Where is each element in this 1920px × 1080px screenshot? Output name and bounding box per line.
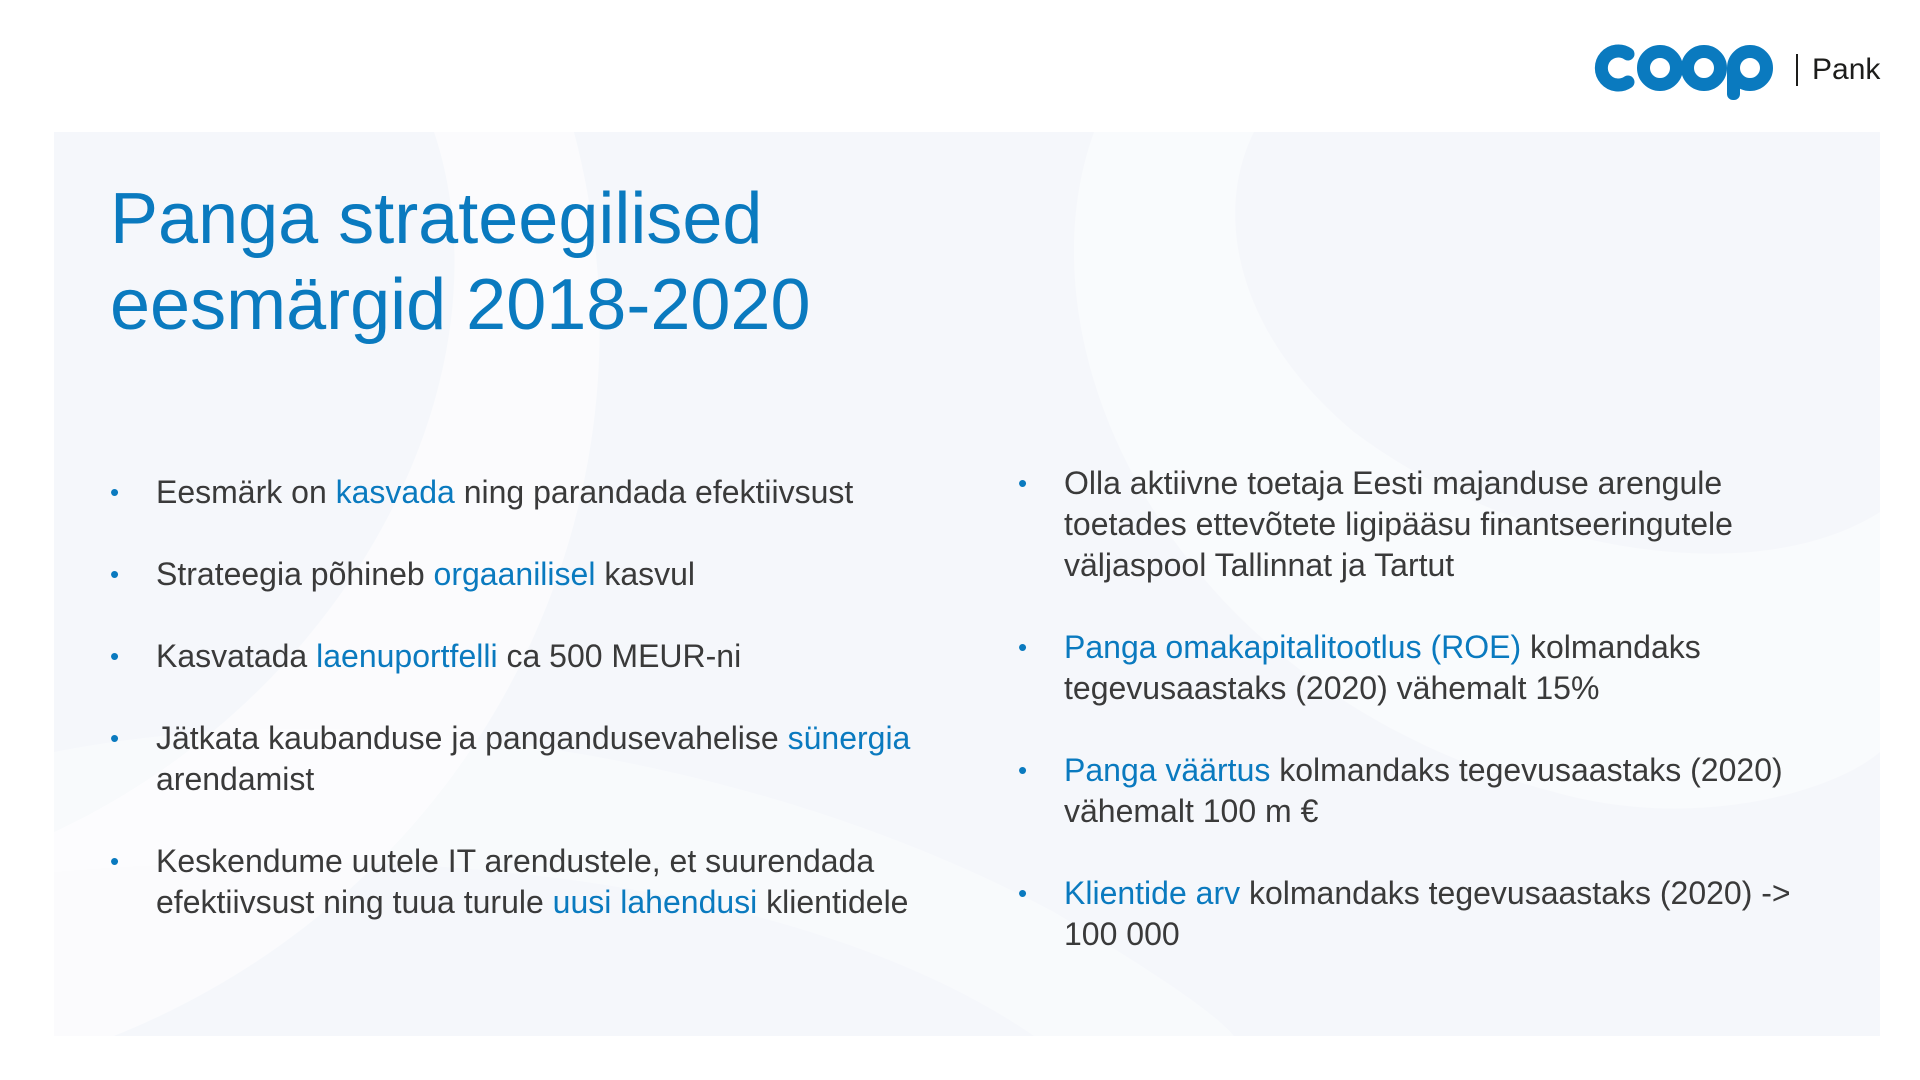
bullet-icon: • bbox=[1018, 468, 1028, 498]
left-bullet-list bbox=[110, 472, 1010, 964]
bullet-icon: • bbox=[110, 723, 120, 753]
bullet-icon: • bbox=[110, 641, 120, 671]
highlight-term: sünergia bbox=[787, 720, 911, 756]
highlight-term: Panga omakapitalitootlus (ROE) bbox=[1064, 629, 1522, 665]
list-item: • Jätkata kaubanduse ja pangandusevahelise sünergia arendamist bbox=[110, 720, 911, 797]
bullet-icon: • bbox=[1018, 755, 1028, 785]
list-item: • Kasvatada laenuportfelli ca 500 MEUR-ni bbox=[110, 636, 1010, 677]
highlight-term: uusi lahendusi bbox=[552, 884, 758, 920]
list-item: • Keskendume uutele IT arendustele, et suurendada efektiivsust ning tuua turule uusi lahendusi klientidele bbox=[110, 843, 909, 920]
logo-pank-label: Pank bbox=[1812, 53, 1881, 86]
highlight-term: Panga väärtus bbox=[1064, 752, 1271, 788]
list-item: • Olla aktiivne toetaja Eesti majanduse arengule toetades ettevõtete ligipääsu finantseeringutele väljaspool Tallinnat ja Tartut bbox=[1018, 465, 1733, 583]
list-item: • Panga väärtus kolmandaks tegevusaastaks (2020) vähemalt 100 m € bbox=[1018, 752, 1783, 829]
highlight-term: laenuportfelli bbox=[316, 638, 498, 674]
logo-divider bbox=[1796, 54, 1798, 86]
slide-title-line-1: Panga strateegilised bbox=[110, 179, 763, 259]
list-item: • Eesmärk on kasvada ning parandada efektiivsust bbox=[110, 472, 1010, 513]
list-item: • Panga omakapitalitootlus (ROE) kolmandaks tegevusaastaks (2020) vähemalt 15% bbox=[1018, 629, 1701, 706]
highlight-term: orgaanilisel bbox=[433, 556, 596, 592]
coop-pank-logo bbox=[1588, 38, 1880, 102]
bullet-icon: • bbox=[110, 477, 120, 507]
right-bullet-list bbox=[1018, 463, 1838, 996]
bullet-icon: • bbox=[110, 559, 120, 589]
slide-title bbox=[110, 176, 811, 348]
highlight-term: Klientide arv bbox=[1064, 875, 1241, 911]
slide-title-line-2: eesmärgid 2018-2020 bbox=[110, 265, 811, 345]
list-item: • Klientide arv kolmandaks tegevusaastaks (2020) -> 100 000 bbox=[1018, 875, 1791, 952]
highlight-term: kasvada bbox=[335, 474, 455, 510]
bullet-icon: • bbox=[1018, 878, 1028, 908]
coop-logo-icon bbox=[1588, 38, 1782, 102]
bullet-icon: • bbox=[110, 846, 120, 876]
list-item: • Strateegia põhineb orgaanilisel kasvul bbox=[110, 554, 1010, 595]
bullet-icon: • bbox=[1018, 632, 1028, 662]
